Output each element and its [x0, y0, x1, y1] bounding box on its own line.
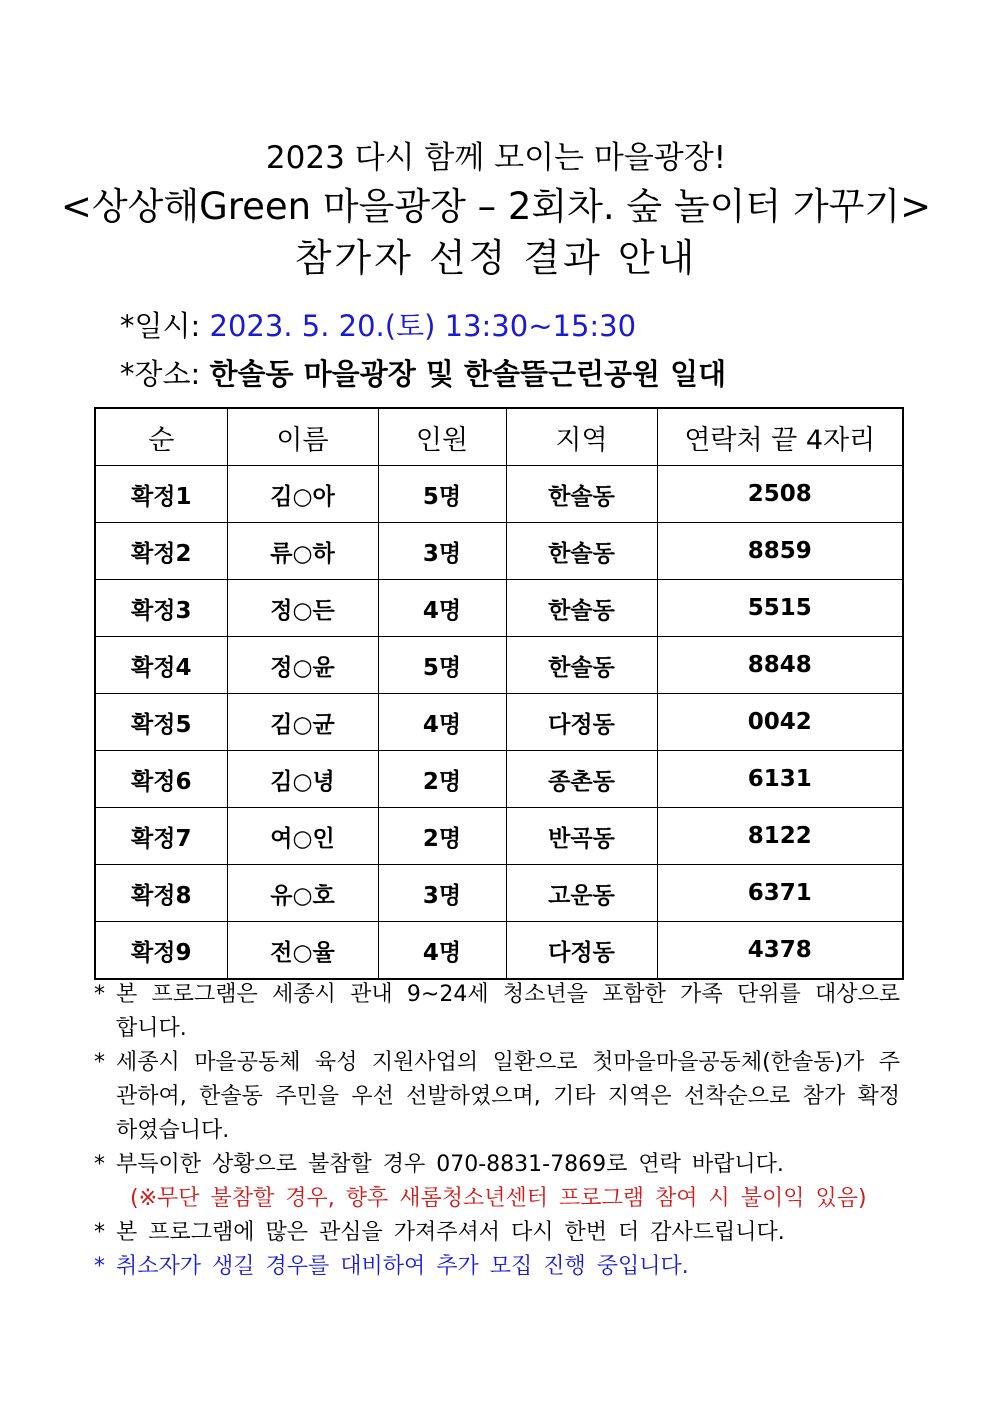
cell-contact: 4378	[657, 922, 903, 980]
note-absence	[94, 1148, 900, 1182]
cell-count: 4명	[378, 694, 506, 751]
cell-region: 고운동	[506, 865, 657, 922]
cell-name: 유○호	[227, 865, 378, 922]
cell-count: 3명	[378, 865, 506, 922]
cell-count: 5명	[378, 637, 506, 694]
note-text: 본 프로그램에 많은 관심을 가져주셔서 다시 한번 더 감사드립니다.	[116, 1220, 785, 1245]
cell-contact: 0042	[657, 694, 903, 751]
cell-contact: 2508	[657, 466, 903, 523]
date-info	[120, 306, 636, 346]
title-line-2: <상상해Green 마을광장 – 2회차. 숲 놀이터 가꾸기>	[60, 185, 932, 228]
cell-name: 정○윤	[227, 637, 378, 694]
note-selection	[94, 1046, 900, 1148]
cell-name: 정○든	[227, 580, 378, 637]
table-row	[95, 694, 903, 751]
note-eligibility	[94, 978, 900, 1046]
place-info	[120, 354, 726, 394]
cell-contact: 8848	[657, 637, 903, 694]
notes-section	[94, 978, 900, 1284]
cell-name: 전○율	[227, 922, 378, 980]
title-line-1: 2023 다시 함께 모이는 마을광장!	[265, 140, 727, 176]
table-row	[95, 637, 903, 694]
table-row	[95, 922, 903, 980]
note-absence-warning: (※무단 불참할 경우, 향후 새롬청소년센터 프로그램 참여 시 불이익 있음)	[130, 1186, 867, 1211]
note-bullet: *	[94, 982, 105, 1007]
note-text: 부득이한 상황으로 불참할 경우 070-8831-7869로 연락 바랍니다.	[116, 1152, 784, 1177]
cell-order: 확정7	[95, 808, 227, 865]
note-bullet: *	[94, 1254, 105, 1279]
cell-order: 확정6	[95, 751, 227, 808]
cell-region: 한솔동	[506, 466, 657, 523]
cell-count: 4명	[378, 580, 506, 637]
table-row	[95, 865, 903, 922]
note-bullet: *	[94, 1220, 105, 1245]
header-count: 인원	[378, 408, 506, 466]
table-row	[95, 808, 903, 865]
cell-name: 김○녕	[227, 751, 378, 808]
cell-contact: 6131	[657, 751, 903, 808]
note-additional-recruitment	[94, 1250, 900, 1284]
note-bullet: *	[94, 1050, 105, 1075]
cell-region: 한솔동	[506, 523, 657, 580]
cell-contact: 6371	[657, 865, 903, 922]
header-region: 지역	[506, 408, 657, 466]
cell-name: 류○하	[227, 523, 378, 580]
note-text: 본 프로그램은 세종시 관내 9~24세 청소년을 포함한 가족 단위를 대상으로 합니다.	[116, 982, 900, 1041]
header-contact: 연락처 끝 4자리	[657, 408, 903, 466]
cell-count: 3명	[378, 523, 506, 580]
cell-region: 다정동	[506, 922, 657, 980]
table-header-row	[95, 408, 903, 466]
cell-contact: 8122	[657, 808, 903, 865]
cell-region: 다정동	[506, 694, 657, 751]
table-row	[95, 580, 903, 637]
header-name: 이름	[227, 408, 378, 466]
place-value: 한솔동 마을광장 및 한솔뜰근린공원 일대	[209, 357, 727, 391]
participant-table	[94, 407, 904, 980]
cell-contact: 8859	[657, 523, 903, 580]
note-text: 세종시 마을공동체 육성 지원사업의 일환으로 첫마을마을공동체(한솔동)가 주관하여, 한솔동 주민을 우선 선발하였으며, 기타 지역은 선착순으로 참가 확정하였습니다.	[116, 1050, 900, 1143]
cell-region: 한솔동	[506, 580, 657, 637]
place-label: *장소:	[120, 357, 201, 391]
cell-order: 확정2	[95, 523, 227, 580]
cell-count: 4명	[378, 922, 506, 980]
cell-region: 한솔동	[506, 637, 657, 694]
cell-count: 2명	[378, 751, 506, 808]
table-row	[95, 751, 903, 808]
note-text: 취소자가 생길 경우를 대비하여 추가 모집 진행 중입니다.	[116, 1254, 689, 1279]
cell-order: 확정4	[95, 637, 227, 694]
date-label: *일시:	[120, 309, 201, 343]
cell-order: 확정3	[95, 580, 227, 637]
note-bullet: *	[94, 1152, 105, 1177]
cell-count: 2명	[378, 808, 506, 865]
cell-region: 반곡동	[506, 808, 657, 865]
table-row	[95, 523, 903, 580]
cell-name: 김○균	[227, 694, 378, 751]
table-row	[95, 466, 903, 523]
cell-order: 확정9	[95, 922, 227, 980]
cell-order: 확정5	[95, 694, 227, 751]
header-order: 순	[95, 408, 227, 466]
cell-order: 확정1	[95, 466, 227, 523]
date-value: 2023. 5. 20.(토) 13:30~15:30	[209, 309, 637, 343]
cell-contact: 5515	[657, 580, 903, 637]
cell-name: 여○인	[227, 808, 378, 865]
cell-name: 김○아	[227, 466, 378, 523]
page-title: 참가자 선정 결과 안내	[294, 236, 698, 280]
cell-order: 확정8	[95, 865, 227, 922]
note-thanks	[94, 1216, 900, 1250]
cell-region: 종촌동	[506, 751, 657, 808]
cell-count: 5명	[378, 466, 506, 523]
